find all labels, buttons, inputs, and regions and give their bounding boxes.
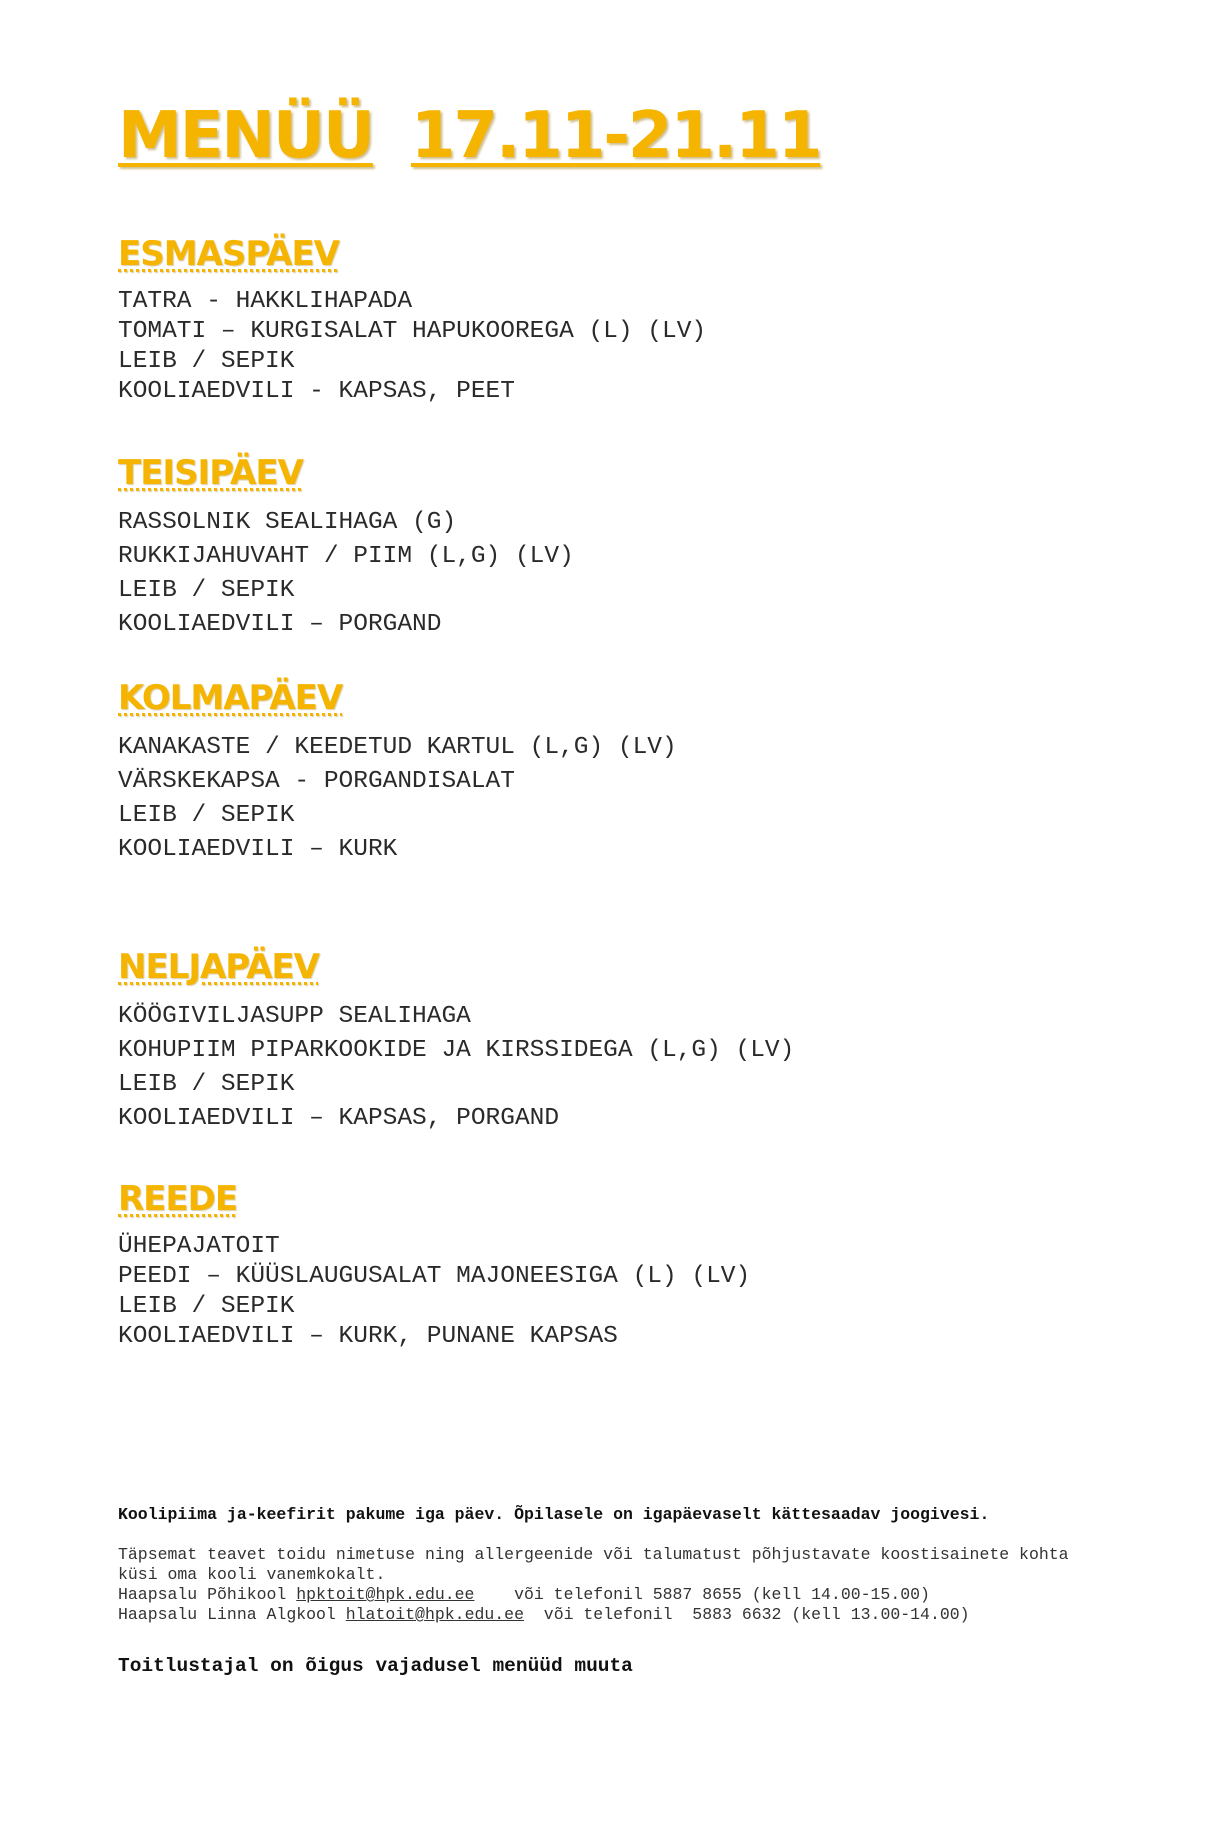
school-contact-algkool <box>118 1605 1069 1625</box>
dish-list <box>118 731 1118 867</box>
milk-note: Koolipiima ja-keefirit pakume iga päev. Õpilasele on igapäevaselt kättesaadav joogivesi. <box>118 1505 990 1524</box>
school-phone: või telefonil 5887 8655 (kell 14.00-15.00) <box>474 1585 930 1604</box>
day-heading: ESMASPÄEV <box>118 234 339 274</box>
title-word: MENÜÜ <box>118 99 373 173</box>
dish-item: KOOLIAEDVILI – KURK, PUNANE KAPSAS <box>118 1323 618 1350</box>
page-title <box>118 99 821 173</box>
day-section-thursday <box>118 947 1118 1136</box>
dish-item: TOMATI – KURGISALAT HAPUKOOREGA (L) (LV) <box>118 318 707 345</box>
dish-item: VÄRSKEKAPSA - PORGANDISALAT <box>118 768 515 795</box>
dish-item: KANAKASTE / KEEDETUD KARTUL (L,G) (LV) <box>118 734 677 761</box>
school-name: Haapsalu Põhikool <box>118 1585 297 1604</box>
day-heading: KOLMAPÄEV <box>118 678 343 718</box>
school-contact-pohikool <box>118 1585 1069 1605</box>
day-heading: NELJAPÄEV <box>118 947 319 987</box>
day-section-wednesday <box>118 678 1118 867</box>
closing-note: Toitlustajal on õigus vajadusel menüüd muuta <box>118 1655 633 1677</box>
day-heading: REEDE <box>118 1179 238 1219</box>
dish-item: KOOLIAEDVILI – PORGAND <box>118 611 442 638</box>
dish-item: KOOLIAEDVILI – KAPSAS, PORGAND <box>118 1105 560 1132</box>
info-line: küsi oma kooli vanemkokalt. <box>118 1565 386 1584</box>
day-section-friday <box>118 1179 1118 1352</box>
info-line: Täpsemat teavet toidu nimetuse ning allergeenide või talumatust põhjustavate koostisainete kohta <box>118 1545 1069 1564</box>
dish-item: RASSOLNIK SEALIHAGA (G) <box>118 509 457 536</box>
dish-item: KOHUPIIM PIPARKOOKIDE JA KIRSSIDEGA (L,G) (LV) <box>118 1037 795 1064</box>
dish-list <box>118 1232 1118 1352</box>
dish-item: ÜHEPAJATOIT <box>118 1233 280 1260</box>
dish-item: LEIB / SEPIK <box>118 348 295 375</box>
title-dates: 17.11-21.11 <box>410 99 821 173</box>
dish-item: RUKKIJAHUVAHT / PIIM (L,G) (LV) <box>118 543 574 570</box>
allergen-info <box>118 1545 1069 1625</box>
day-heading: TEISIPÄEV <box>118 453 303 493</box>
dish-item: PEEDI – KÜÜSLAUGUSALAT MAJONEESIGA (L) (LV) <box>118 1263 751 1290</box>
day-section-tuesday <box>118 453 1118 642</box>
school-name: Haapsalu Linna Algkool <box>118 1605 346 1624</box>
school-email-link[interactable]: hpktoit@hpk.edu.ee <box>296 1585 475 1604</box>
dish-list <box>118 287 1118 407</box>
dish-list <box>118 506 1118 642</box>
dish-item: LEIB / SEPIK <box>118 802 295 829</box>
dish-item: LEIB / SEPIK <box>118 577 295 604</box>
dish-item: TATRA - HAKKLIHAPADA <box>118 288 413 315</box>
dish-item: KOOLIAEDVILI – KURK <box>118 836 398 863</box>
dish-item: LEIB / SEPIK <box>118 1293 295 1320</box>
dish-item: KÖÖGIVILJASUPP SEALIHAGA <box>118 1003 471 1030</box>
day-section-monday <box>118 234 1118 407</box>
school-phone: või telefonil 5883 6632 (kell 13.00-14.00) <box>523 1605 970 1624</box>
school-email-link[interactable]: hlatoit@hpk.edu.ee <box>345 1605 524 1624</box>
dish-item: KOOLIAEDVILI - KAPSAS, PEET <box>118 378 515 405</box>
dish-item: LEIB / SEPIK <box>118 1071 295 1098</box>
dish-list <box>118 1000 1118 1136</box>
